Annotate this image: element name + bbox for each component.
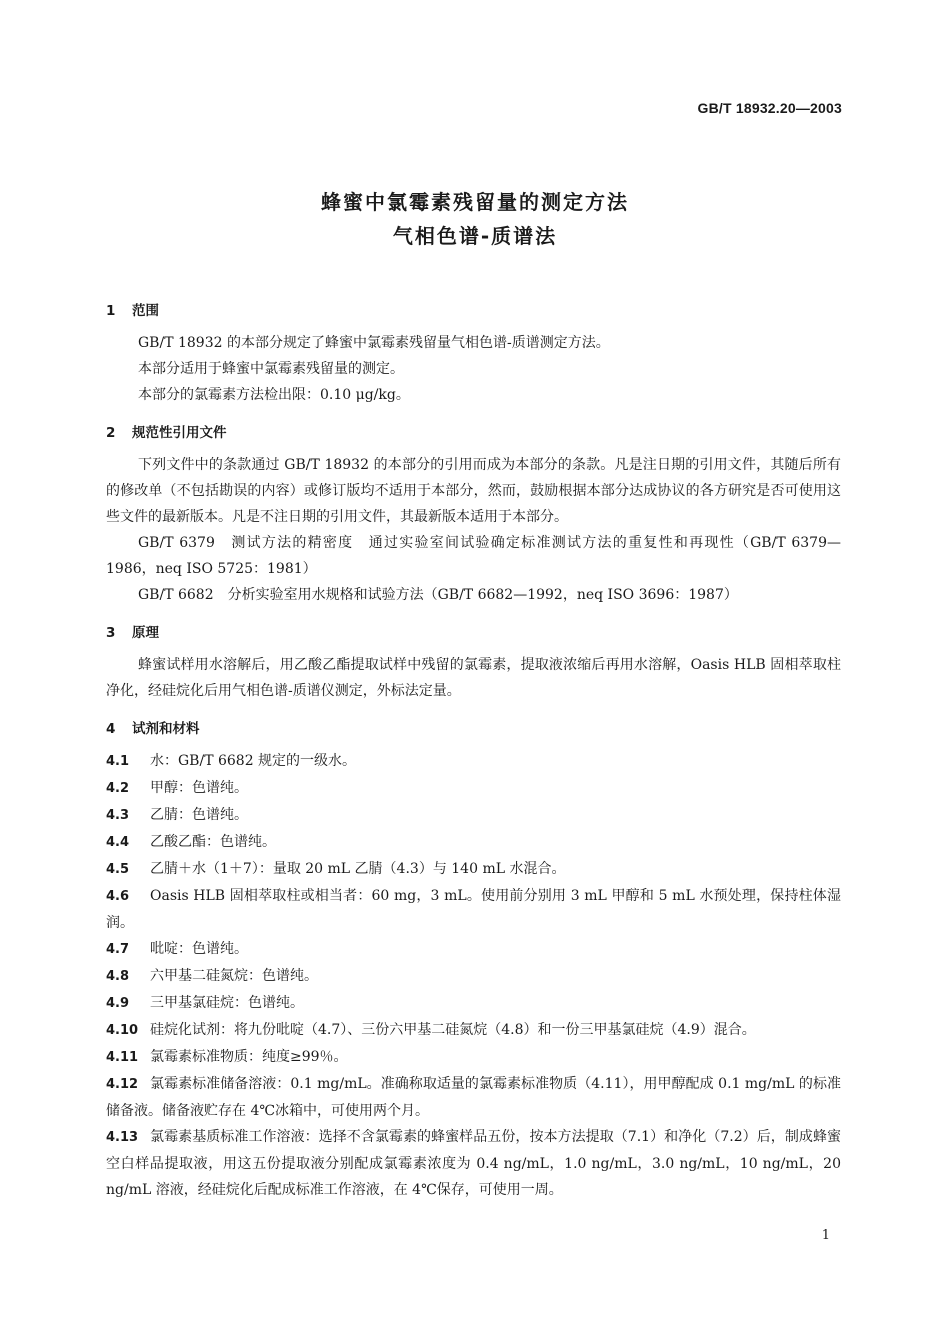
list-item: 4.2 甲醇：色谱纯。	[106, 780, 248, 796]
list-item: 4.5 乙腈＋水（1＋7）：量取 20 mL 乙腈（4.3）与 140 mL 水混合。	[106, 861, 566, 877]
section-heading-normative-references: 2 规范性引用文件	[106, 425, 227, 441]
paragraph: 本部分适用于蜂蜜中氯霉素残留量的测定。	[138, 361, 404, 377]
list-item: 4.9 三甲基氯硅烷：色谱纯。	[106, 995, 304, 1011]
reference-gbt6682: GB/T 6682 分析实验室用水规格和试验方法（GB/T 6682—1992，neq ISO 3696：1987）	[138, 587, 738, 603]
list-item: 4.13 氯霉素基质标准工作溶液：选择不含氯霉素的蜂蜜样品五份，按本方法提取（7.1）和净化（7.2）后，制成蜂蜜空白样品提取液，用这五份提取液分别配成氯霉素浓度为 0.4 ng/mL，1.0 ng/mL，3.0 ng/mL，10 ng/mL，20 ng/mL 溶液，经硅烷化后配成标准工作溶液，在 4℃保存，可使用一周。	[106, 1129, 841, 1198]
standard-code: GB/T 18932.20—2003	[697, 100, 842, 116]
list-item: 4.1 水：GB/T 6682 规定的一级水。	[106, 753, 357, 769]
list-item: 4.4 乙酸乙酯：色谱纯。	[106, 834, 276, 850]
list-item: 4.3 乙腈：色谱纯。	[106, 807, 248, 823]
reference-gbt6379: GB/T 6379 测试方法的精密度 通过实验室间试验确定标准测试方法的重复性和再现性（GB/T 6379—1986，neq ISO 5725：1981）	[106, 535, 841, 577]
list-item: 4.6 Oasis HLB 固相萃取柱或相当者：60 mg，3 mL。使用前分别用 3 mL 甲醇和 5 mL 水预处理，保持柱体湿润。	[106, 888, 841, 931]
paragraph: GB/T 18932 的本部分规定了蜂蜜中氯霉素残留量气相色谱-质谱测定方法。	[138, 335, 610, 351]
list-item: 4.8 六甲基二硅氮烷：色谱纯。	[106, 968, 318, 984]
section-heading-reagents: 4 试剂和材料	[106, 721, 200, 737]
list-item: 4.11 氯霉素标准物质：纯度≥99％。	[106, 1049, 348, 1065]
list-item: 4.7 吡啶：色谱纯。	[106, 941, 248, 957]
paragraph: 下列文件中的条款通过 GB/T 18932 的本部分的引用而成为本部分的条款。凡是注日期的引用文件，其随后所有的修改单（不包括勘误的内容）或修订版均不适用于本部分，然而，鼓励根据本部分达成协议的各方研究是否可使用这些文件的最新版本。凡是不注日期的引用文件，其最新版本适用于本部分。	[106, 457, 841, 525]
section-heading-scope: 1 范围	[106, 303, 159, 319]
document-subtitle: 气相色谱-质谱法	[392, 224, 558, 248]
paragraph: 本部分的氯霉素方法检出限：0.10 μg/kg。	[138, 387, 410, 403]
paragraph: 蜂蜜试样用水溶解后，用乙酸乙酯提取试样中残留的氯霉素，提取液浓缩后再用水溶解，Oasis HLB 固相萃取柱净化，经硅烷化后用气相色谱-质谱仪测定，外标法定量。	[106, 657, 841, 699]
section-heading-principle: 3 原理	[106, 625, 159, 641]
document-title: 蜂蜜中氯霉素残留量的测定方法	[321, 190, 629, 214]
list-item: 4.10 硅烷化试剂：将九份吡啶（4.7）、三份六甲基二硅氮烷（4.8）和一份三甲基氯硅烷（4.9）混合。	[106, 1022, 756, 1038]
list-item: 4.12 氯霉素标准储备溶液：0.1 mg/mL。准确称取适量的氯霉素标准物质（4.11），用甲醇配成 0.1 mg/mL 的标准储备液。储备液贮存在 4℃冰箱中，可使用两个月。	[106, 1076, 841, 1119]
page-number: 1	[821, 1228, 830, 1243]
document-body	[106, 300, 841, 1203]
